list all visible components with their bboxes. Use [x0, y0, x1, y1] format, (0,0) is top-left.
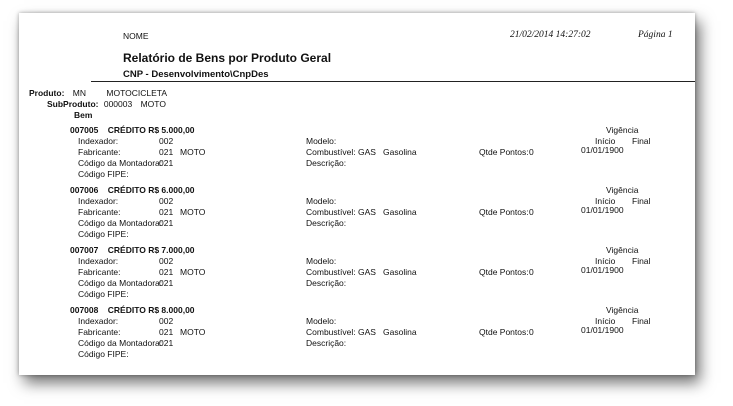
qtde-pontos-label: Qtde Pontos: — [479, 147, 529, 157]
combustivel-code: GAS — [358, 327, 376, 337]
bem-heading — [70, 245, 195, 255]
final-label: Final — [632, 196, 651, 206]
codigo-montadora-label: Código da Montadora: — [78, 338, 163, 348]
produto-row — [29, 88, 167, 98]
descricao-label: Descrição: — [306, 158, 347, 168]
qtde-pontos-value: 0 — [529, 207, 534, 217]
combustivel-name: Gasolina — [383, 267, 417, 277]
report-page — [19, 13, 695, 375]
report-datetime: 21/02/2014 14:27:02 — [510, 30, 591, 40]
inicio-label: Início — [595, 136, 616, 146]
combustivel-name: Gasolina — [383, 207, 417, 217]
vigencia-label: Vigência — [606, 125, 639, 135]
bem-heading — [70, 125, 195, 135]
vigencia-inicio-date: 01/01/1900 — [581, 205, 624, 215]
subproduto-name: MOTO — [140, 99, 166, 109]
indexador-label: Indexador: — [78, 196, 119, 206]
codigo-montadora-label: Código da Montadora: — [78, 218, 163, 228]
indexador-label: Indexador: — [78, 136, 119, 146]
codigo-montadora-label: Código da Montadora: — [78, 278, 163, 288]
bem-credit: CRÉDITO R$ 7.000,00 — [107, 245, 195, 255]
subproduto-label: SubProduto: — [47, 99, 99, 109]
codigo-montadora-value: 021 — [159, 338, 174, 348]
final-label: Final — [632, 136, 651, 146]
fabricante-name: MOTO — [180, 327, 206, 337]
codigo-montadora-value: 021 — [159, 158, 174, 168]
produto-code: MN — [72, 88, 87, 98]
modelo-label: Modelo: — [306, 316, 337, 326]
modelo-label: Modelo: — [306, 136, 337, 146]
subproduto-code: 000003 — [103, 99, 133, 109]
fabricante-code: 021 — [159, 207, 174, 217]
qtde-pontos-value: 0 — [529, 147, 534, 157]
fabricante-code: 021 — [159, 147, 174, 157]
vigencia-label: Vigência — [606, 185, 639, 195]
fabricante-name: MOTO — [180, 267, 206, 277]
combustivel-label: Combustível: — [306, 207, 356, 217]
final-label: Final — [632, 256, 651, 266]
qtde-pontos-label: Qtde Pontos: — [479, 267, 529, 277]
vigencia-inicio-date: 01/01/1900 — [581, 265, 624, 275]
bem-credit: CRÉDITO R$ 6.000,00 — [107, 185, 195, 195]
indexador-label: Indexador: — [78, 316, 119, 326]
vigencia-inicio-date: 01/01/1900 — [581, 325, 624, 335]
fabricante-label: Fabricante: — [78, 147, 121, 157]
indexador-label: Indexador: — [78, 256, 119, 266]
combustivel-label: Combustível: — [306, 327, 356, 337]
bem-code: 007008 — [70, 305, 99, 315]
indexador-value: 002 — [159, 256, 174, 266]
qtde-pontos-value: 0 — [529, 327, 534, 337]
name-label: NOME — [123, 31, 149, 41]
vigencia-inicio-date: 01/01/1900 — [581, 145, 624, 155]
inicio-label: Início — [595, 256, 616, 266]
vigencia-label: Vigência — [606, 305, 639, 315]
inicio-label: Início — [595, 316, 616, 326]
indexador-value: 002 — [159, 316, 174, 326]
produto-name: MOTOCICLETA — [106, 88, 168, 98]
fabricante-code: 021 — [159, 267, 174, 277]
bem-heading — [70, 185, 195, 195]
vigencia-label: Vigência — [606, 245, 639, 255]
subproduto-row — [47, 99, 166, 109]
codigo-fipe-label: Código FIPE: — [78, 289, 129, 299]
fabricante-label: Fabricante: — [78, 267, 121, 277]
bem-code: 007007 — [70, 245, 99, 255]
fabricante-name: MOTO — [180, 147, 206, 157]
codigo-fipe-label: Código FIPE: — [78, 169, 129, 179]
descricao-label: Descrição: — [306, 278, 347, 288]
modelo-label: Modelo: — [306, 256, 337, 266]
fabricante-name: MOTO — [180, 207, 206, 217]
bem-code: 007005 — [70, 125, 99, 135]
qtde-pontos-value: 0 — [529, 267, 534, 277]
fabricante-label: Fabricante: — [78, 327, 121, 337]
bem-credit: CRÉDITO R$ 5.000,00 — [107, 125, 195, 135]
report-title: Relatório de Bens por Produto Geral — [123, 51, 332, 65]
page-number: Página 1 — [638, 30, 673, 40]
combustivel-code: GAS — [358, 147, 376, 157]
codigo-montadora-value: 021 — [159, 218, 174, 228]
fabricante-code: 021 — [159, 327, 174, 337]
indexador-value: 002 — [159, 196, 174, 206]
combustivel-code: GAS — [358, 267, 376, 277]
inicio-label: Início — [595, 196, 616, 206]
codigo-montadora-label: Código da Montadora: — [78, 158, 163, 168]
codigo-montadora-value: 021 — [159, 278, 174, 288]
codigo-fipe-label: Código FIPE: — [78, 349, 129, 359]
qtde-pontos-label: Qtde Pontos: — [479, 207, 529, 217]
descricao-label: Descrição: — [306, 218, 347, 228]
indexador-value: 002 — [159, 136, 174, 146]
produto-label: Produto: — [29, 88, 65, 98]
combustivel-name: Gasolina — [383, 147, 417, 157]
combustivel-label: Combustível: — [306, 267, 356, 277]
combustivel-name: Gasolina — [383, 327, 417, 337]
bem-code: 007006 — [70, 185, 99, 195]
codigo-fipe-label: Código FIPE: — [78, 229, 129, 239]
bem-credit: CRÉDITO R$ 8.000,00 — [107, 305, 195, 315]
bem-label: Bem — [74, 110, 93, 120]
report-subtitle: CNP - Desenvolvimento\CnpDes — [123, 69, 269, 80]
combustivel-code: GAS — [358, 207, 376, 217]
header-divider — [91, 81, 695, 82]
fabricante-label: Fabricante: — [78, 207, 121, 217]
final-label: Final — [632, 316, 651, 326]
combustivel-label: Combustível: — [306, 147, 356, 157]
descricao-label: Descrição: — [306, 338, 347, 348]
qtde-pontos-label: Qtde Pontos: — [479, 327, 529, 337]
bem-heading — [70, 305, 195, 315]
modelo-label: Modelo: — [306, 196, 337, 206]
